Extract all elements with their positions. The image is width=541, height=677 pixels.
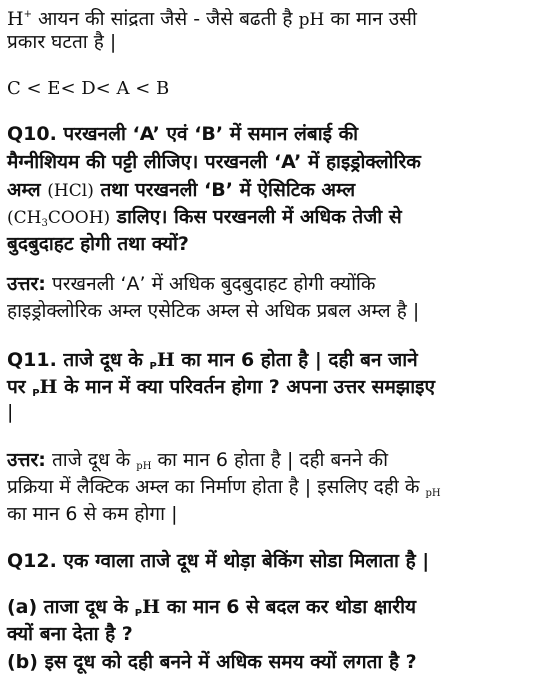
a11-text-1a: ताजे दूध के xyxy=(45,449,137,471)
ph-term: pH xyxy=(298,10,325,30)
answer-label: उत्तर: xyxy=(7,449,46,471)
q12-b-line: (b) इस दूध को दही बनने में अधिक समय क्यों लगता है ? xyxy=(7,651,417,673)
ph-small: pH xyxy=(425,488,441,499)
a10-line-1 xyxy=(7,272,376,296)
q10-line-1: Q10. परखनली ‘A’ एवं ‘B’ में समान लंबाई की xyxy=(7,123,359,145)
h-letter: H xyxy=(156,349,175,371)
q10-line-3-a: अम्ल xyxy=(7,179,48,201)
q12-a-line-2: क्यों बना देता है ? xyxy=(7,623,133,645)
q11-line-1-b: का मान 6 होता है | दही बन जाने xyxy=(174,349,418,371)
q11-line-3: | xyxy=(7,401,14,423)
intro-line-2: प्रकार घटता है | xyxy=(7,31,117,53)
q11-line-1-a: Q11. ताजे दूध के xyxy=(7,349,150,371)
plus-superscript: + xyxy=(23,9,32,20)
p-subscript: P xyxy=(134,608,143,619)
ph-small: pH xyxy=(136,461,152,472)
h-symbol: H xyxy=(7,8,24,30)
ch3-subscript: 3 xyxy=(41,218,48,229)
intro-line-1 xyxy=(7,3,417,32)
q10-line-3-b: तथा परखनली ‘B’ में ऐसिटिक अम्ल xyxy=(93,179,356,201)
q11-line-2 xyxy=(7,375,435,406)
a11-line-3: का मान 6 से कम होगा | xyxy=(7,503,178,525)
intro-text-a: आयन की सांद्रता जैसे - जैसे बढती है xyxy=(31,8,299,30)
q10-line-5: बुदबुदाहट होगी तथा क्यों? xyxy=(7,233,189,255)
ch3-open: (CH xyxy=(7,208,42,228)
intro-text-b: का मान उसी xyxy=(324,8,417,30)
q10-line-3 xyxy=(7,178,355,203)
a11-text-2: प्रक्रिया में लैक्टिक अम्ल का निर्माण होता है | इसलिए दही के xyxy=(7,476,426,498)
a10-line-2: हाइड्रोक्लोरिक अम्ल एसेटिक अम्ल से अधिक प्रबल अम्ल है | xyxy=(7,300,420,322)
q11-line-2-a: पर xyxy=(7,376,33,398)
a10-text-1: परखनली ‘A’ में अधिक बुदबुदाहट होगी क्योंकि xyxy=(45,273,376,295)
p-subscript: P xyxy=(149,361,157,372)
q12-a-text-a: (a) ताजा दूध के xyxy=(7,596,135,618)
q12-a-text-b: का मान 6 से बदल कर थोडा क्षारीय xyxy=(160,596,417,618)
q12-line-1: Q12. एक ग्वाला ताजे दूध में थोड़ा बेकिंग सोडा मिलाता है | xyxy=(7,550,430,572)
p-subscript: P xyxy=(32,388,40,399)
h-letter: H xyxy=(142,596,161,618)
a11-text-1b: का मान 6 होता है | दही बनने की xyxy=(151,449,389,471)
q10-line-2: मैग्नीशियम की पट्टी लीजिए। परखनली ‘A’ में हाइड्रोक्लोरिक xyxy=(7,151,421,173)
ch3-close: COOH) xyxy=(47,208,111,228)
q11-line-2-b: के मान में क्या परिवर्तन होगा ? अपना उत्तर समझाइए xyxy=(57,376,436,398)
h-letter: H xyxy=(39,376,58,398)
ch3cooh-formula xyxy=(7,208,110,228)
q10-line-4-b: डालिए। किस परखनली में अधिक तेजी से xyxy=(110,206,402,228)
answer-label: उत्तर: xyxy=(7,273,46,295)
order-line: C < E< D< A < B xyxy=(7,78,170,99)
hcl-formula: (HCl) xyxy=(47,181,94,201)
